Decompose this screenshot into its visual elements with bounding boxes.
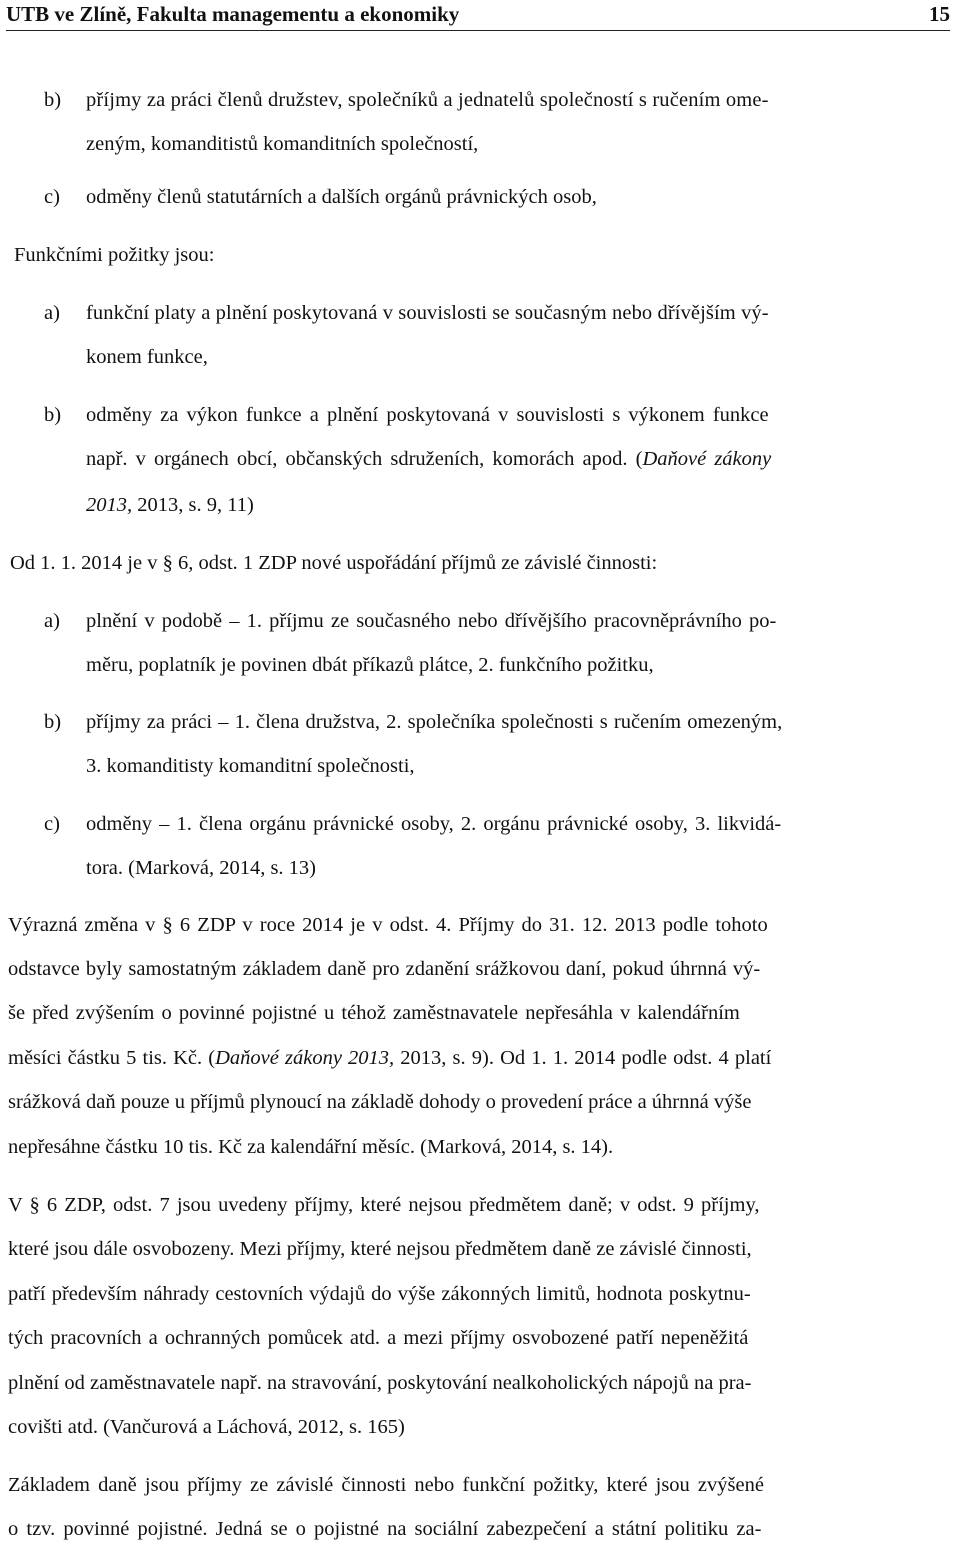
list-item-text: plnění v podobě – 1. příjmu ze současného nebo dřívějšího pracovněprávního po- [86, 610, 777, 632]
paragraph-line: Základem daně jsou příjmy ze závislé činnosti nebo funkční požitky, které jsou zvýšené [8, 1474, 764, 1496]
paragraph-line: še před zvýšením o povinné pojistné u téhož zaměstnavatele nepřesáhla v kalendářním [8, 1002, 740, 1024]
paragraph-line: srážková daň pouze u příjmů plynoucí na základě dohody o provedení práce a úhrnná výše [8, 1091, 752, 1113]
list-item-text: příjmy za práci – 1. člena družstva, 2. společníka společnosti s ručením omezeným, [86, 711, 783, 733]
list-label: b) [44, 89, 62, 111]
list-item-text: příjmy za práci členů družstev, společníků a jednatelů společností s ručením ome- [86, 89, 769, 111]
page-header [6, 0, 950, 31]
list-label: c) [44, 813, 60, 835]
list-item-text: 2013, 2013, s. 9, 11) [86, 494, 254, 516]
paragraph-line: o tzv. povinné pojistné. Jedná se o pojistné na sociální zabezpečení a státní politiku za- [8, 1518, 762, 1540]
paragraph-intro: Funkčními požitky jsou: [14, 244, 215, 266]
list-label: a) [44, 610, 60, 632]
list-label: b) [44, 711, 62, 733]
list-item-text: odměny za výkon funkce a plnění poskytovaná v souvislosti s výkonem funkce [86, 404, 769, 426]
paragraph-line: tých pracovních a ochranných pomůcek atd. a mezi příjmy osvobozené patří nepeněžitá [8, 1327, 749, 1349]
list-item-text: zeným, komanditistů komanditních společností, [86, 133, 479, 155]
list-item-text: např. v orgánech obcí, občanských sdruženích, komorách apod. (Daňové zákony [86, 448, 772, 470]
paragraph-line: V § 6 ZDP, odst. 7 jsou uvedeny příjmy, které nejsou předmětem daně; v odst. 9 příjmy, [8, 1194, 760, 1216]
paragraph-line: plnění od zaměstnavatele např. na stravování, poskytování nealkoholických nápojů na pra- [8, 1372, 752, 1394]
paragraph-line: patří především náhrady cestovních výdajů do výše zákonných limitů, hodnota poskytnu- [8, 1283, 751, 1305]
header-title: UTB ve Zlíně, Fakulta managementu a ekonomiky [6, 2, 460, 26]
list-item-text: konem funkce, [86, 346, 208, 368]
paragraph-line: měsíci částku 5 tis. Kč. (Daňové zákony 2013, 2013, s. 9). Od 1. 1. 2014 podle odst. 4 platí [8, 1047, 772, 1069]
page-number: 15 [929, 2, 950, 26]
paragraph-line: covišti atd. (Vančurová a Láchová, 2012, s. 165) [8, 1416, 405, 1438]
list-item-text: odměny – 1. člena orgánu právnické osoby, 2. orgánu právnické osoby, 3. likvidá- [86, 813, 782, 835]
list-label: a) [44, 302, 60, 324]
paragraph-line: které jsou dále osvobozeny. Mezi příjmy, které nejsou předmětem daně ze závislé činnosti, [8, 1238, 752, 1260]
list-label: c) [44, 186, 60, 208]
list-label: b) [44, 404, 62, 426]
list-item-text: odměny členů statutárních a dalších orgánů právnických osob, [86, 186, 597, 208]
list-item-text: funkční platy a plnění poskytovaná v souvislosti se současným nebo dřívějším vý- [86, 302, 769, 324]
paragraph-line: odstavce byly samostatným základem daně pro zdanění srážkovou daní, pokud úhrnná vý- [8, 958, 761, 980]
paragraph-line: nepřesáhne částku 10 tis. Kč za kalendářní měsíc. (Marková, 2014, s. 14). [8, 1136, 614, 1158]
list-item-text: tora. (Marková, 2014, s. 13) [86, 857, 317, 879]
list-item-text: 3. komanditisty komanditní společnosti, [86, 755, 415, 777]
list-item-text: měru, poplatník je povinen dbát příkazů plátce, 2. funkčního požitku, [86, 654, 654, 676]
paragraph-line: Výrazná změna v § 6 ZDP v roce 2014 je v odst. 4. Příjmy do 31. 12. 2013 podle tohoto [8, 914, 768, 936]
paragraph-intro: Od 1. 1. 2014 je v § 6, odst. 1 ZDP nové uspořádání příjmů ze závislé činnosti: [10, 552, 658, 574]
